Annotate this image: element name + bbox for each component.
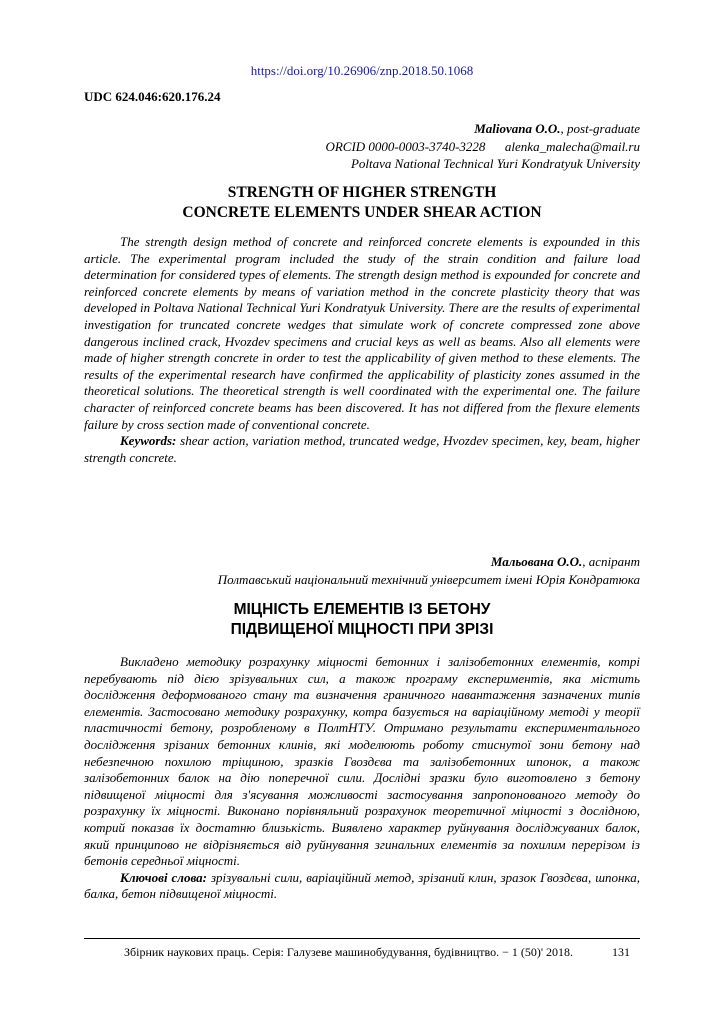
author-name-en: Maliovana O.O.: [474, 121, 561, 136]
orcid: ORCID 0000-0003-3740-3228: [325, 138, 486, 154]
title-en-line-1: STRENGTH OF HIGHER STRENGTH: [227, 184, 497, 201]
page-number: 131: [612, 945, 630, 959]
affiliation-en: Poltava National Technical Yuri Kondratyuk University: [350, 156, 640, 171]
abstract-ua-text: Викладено методику розрахунку міцності бетонних і залізобетонних елементів, котрі перебувають під дією зрізувальних сил, а також програму експериментів, яка містить дослідження деформованого стану та визначення граничного навантаження зазначених типів елементів. Застосовано методику розрахунку, котра базується на варіаційному методі у теорії пластичності бетону, розробленому в ПолтНТУ. Отримано результати експериментального дослідження зрізаних бетонних клинів, які моделюють роботу стиснутої зони бетону над небезпечною похилою тріщиною, зразків Гвоздєва та залізобетонних шпонок, а також залізобетонних балок на дію поперечної сили. Дослідні зразки було виготовлено з бетону підвищеної міцності для з'ясування можливості застосування запропонованого методу до розрахунку їх міцності. Виконано порівняльний розрахунок теоретичної міцності з дослідною, котрий показав їх достатню близькість. Виявлено характер руйнування досліджуваних балок, який принципово не відрізняється від руйнування згинальних елементів за похилим перерізом із бетонів середньої міцності.: [84, 654, 640, 869]
title-ua-line-2: ПІДВИЩЕНОЇ МІЦНОСТІ ПРИ ЗРІЗІ: [230, 621, 494, 638]
author-block-en: [325, 120, 640, 173]
footer-divider: [84, 938, 640, 939]
author-role-en: , post-graduate: [560, 121, 640, 136]
udc-code: UDC 624.046:620.176.24: [84, 89, 221, 104]
footer-journal-citation: Збірник наукових праць. Серія: Галузеве машинобудування, будівництво. − 1 (50)' 2018.: [124, 945, 574, 959]
keywords-en-text: shear action, variation method, truncated wedge, Hvozdev specimen, key, beam, higher strength concrete.: [84, 433, 640, 465]
author-contact-line: [325, 138, 640, 156]
keywords-ua-label: Ключові слова:: [120, 869, 207, 885]
author-name-ua: Мальована О.О.: [490, 554, 583, 569]
author-block-ua: [218, 553, 640, 589]
keywords-ua-text: зрізувальні сили, варіаційний метод, зрізаний клин, зразок Гвоздєва, шпонка, балка, бетон підвищеної міцності.: [84, 869, 640, 902]
title-ua-line-1: МІЦНІСТЬ ЕЛЕМЕНТІВ ІЗ БЕТОНУ: [233, 601, 491, 618]
abstract-ua: [84, 654, 640, 903]
keywords-ua: [84, 870, 640, 903]
author-line-en: [325, 120, 640, 138]
doi-link[interactable]: https://doi.org/10.26906/znp.2018.50.1068: [250, 63, 474, 78]
keywords-en-label: Keywords:: [120, 433, 177, 449]
abstract-en: [84, 234, 640, 466]
keywords-en: [84, 433, 640, 466]
paper-title-ua: [84, 600, 640, 640]
author-role-ua: , аспірант: [582, 554, 640, 569]
abstract-en-text: The strength design method of concrete and reinforced concrete elements is expounded in this article. The experimental program included the study of the strain condition and failure load determination for considered types of elements. The strength design method is expounded for concrete and reinforced concrete elements by means of variation method in the concrete plasticity theory that was developed in Poltava National Technical Yuri Kondratyuk University. There are the results of experimental investigation for truncated concrete wedges that simulate work of concrete compressed zone above dangerous inclined crack, Hvozdev specimens and crucial keys as well as beams. Also all elements were made of higher strength concrete in order to test the applicability of given method to these elements. The results of the experimental research have confirmed the applicability of plasticity zones assumed in the theoretical solutions. The theoretical strength is well coordinated with the experimental one. The failure character of reinforced concrete beams has been discovered. It has not differed from the flexure elements failure by cross section made of conventional concrete.: [84, 234, 640, 432]
paper-title-en: [84, 183, 640, 222]
title-en-line-2: CONCRETE ELEMENTS UNDER SHEAR ACTION: [182, 203, 542, 221]
affiliation-ua: Полтавський національний технічний університет імені Юрія Кондратюка: [217, 572, 640, 587]
author-email[interactable]: alenka_malecha@mail.ru: [504, 138, 640, 154]
author-line-ua: [218, 553, 640, 571]
